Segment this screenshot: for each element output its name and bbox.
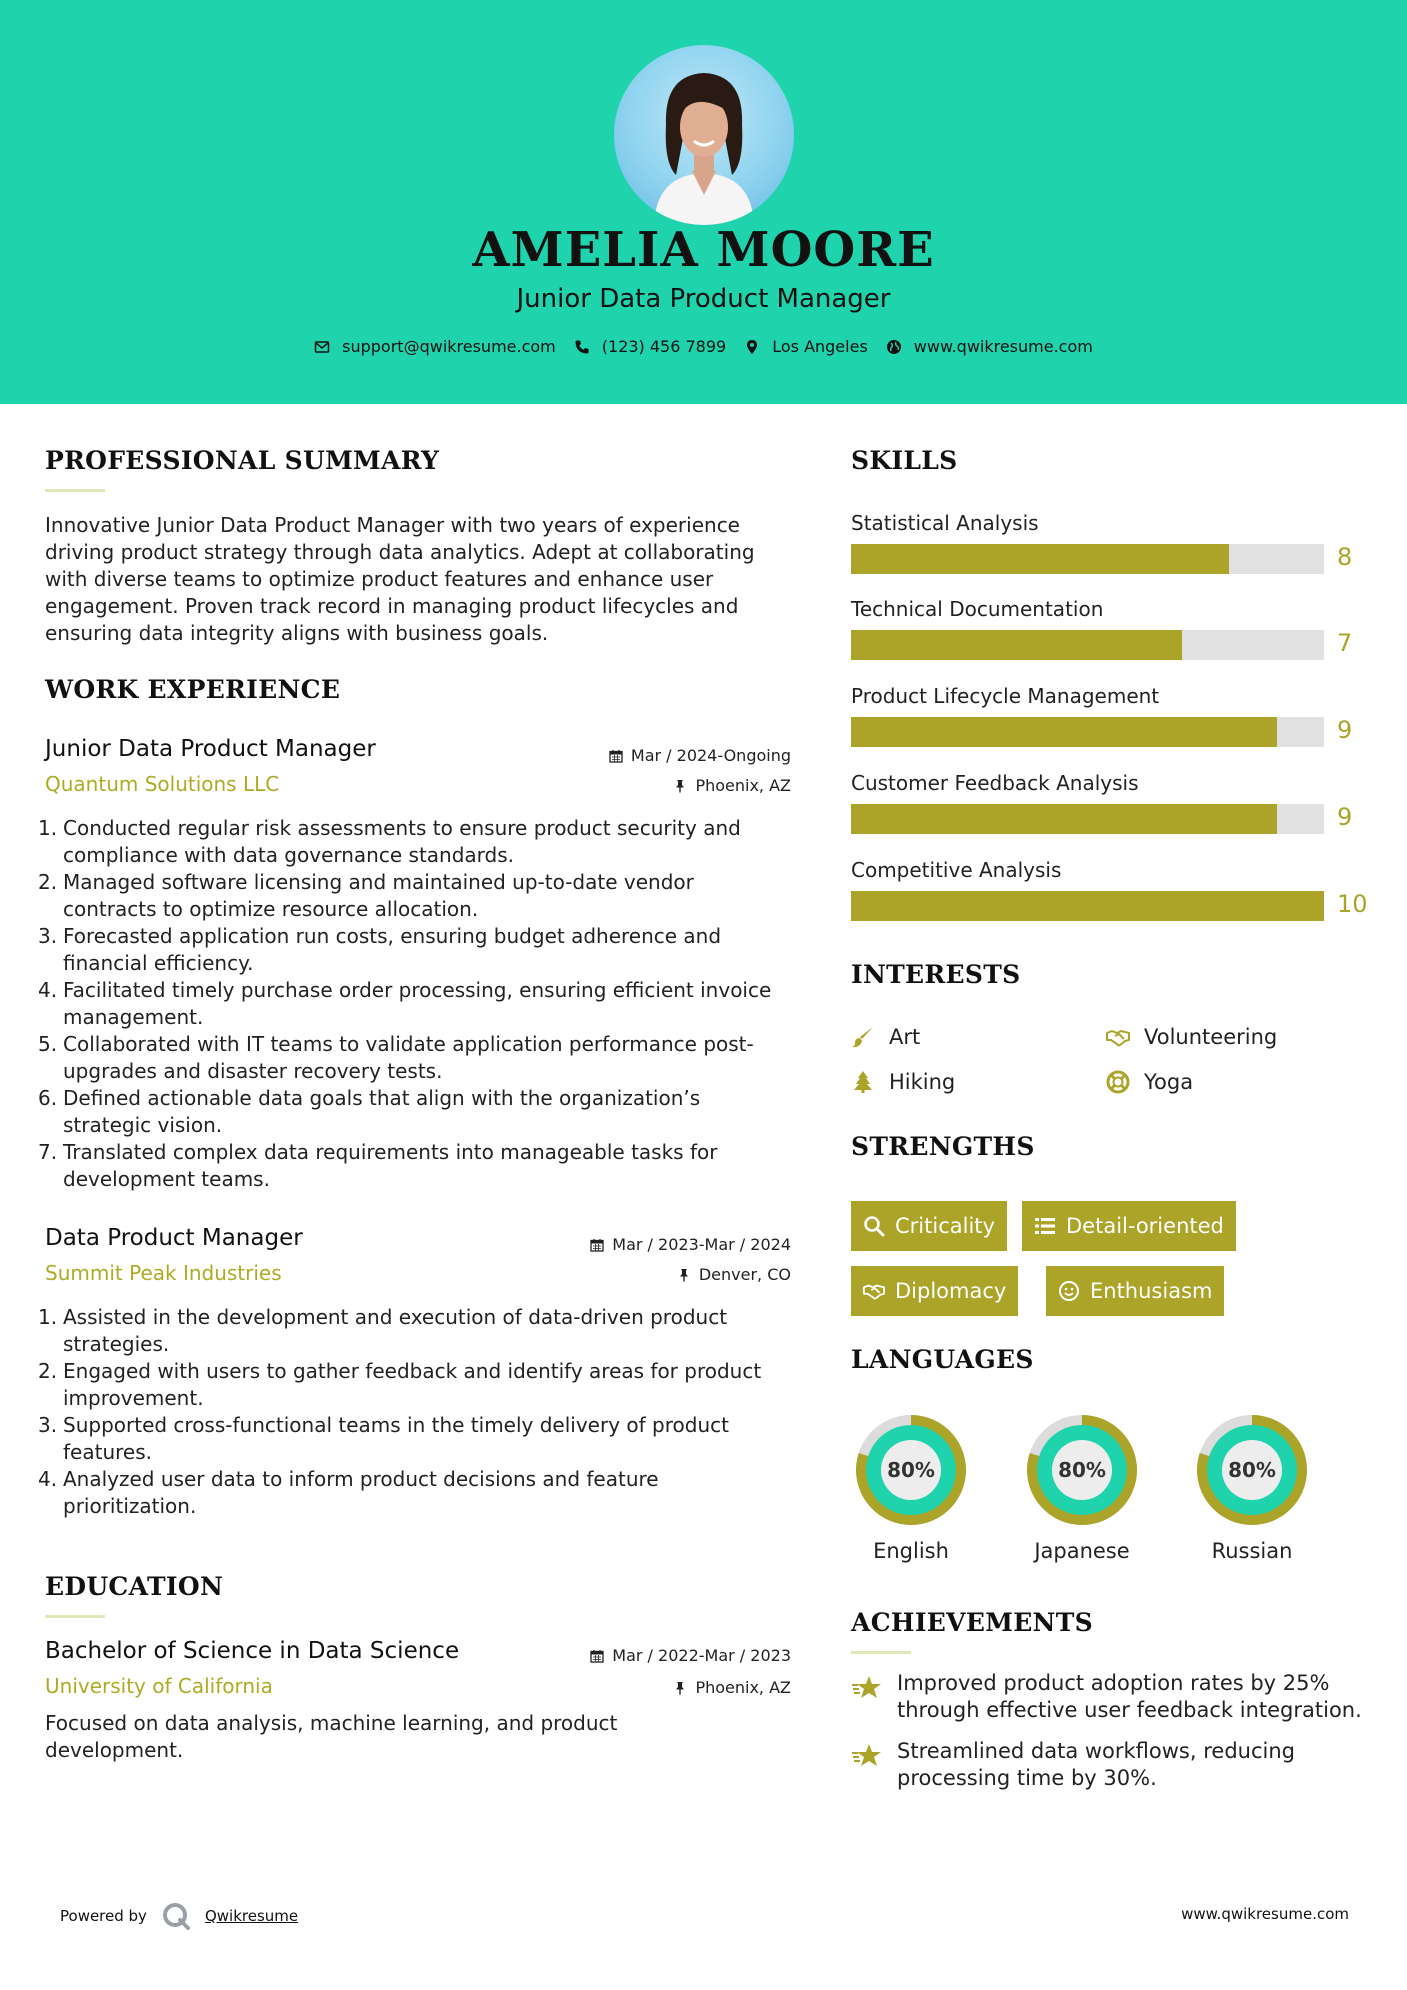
interest-item: Art <box>851 1025 920 1049</box>
skill-bar-fill <box>851 544 1229 574</box>
qwikresume-logo-icon <box>161 1901 191 1931</box>
contact-email[interactable] <box>314 337 556 356</box>
interest-item: Yoga <box>1106 1070 1193 1094</box>
paintbrush-icon <box>851 1025 875 1049</box>
list-item: 4. Analyzed user data to inform product decisions and feature prioritization. <box>38 1467 659 1518</box>
language-name: Japanese <box>1034 1539 1130 1563</box>
calendar-icon <box>590 1649 604 1663</box>
star-trophy-icon <box>851 1742 883 1770</box>
job-title: Data Product Manager <box>45 1225 303 1251</box>
language-item <box>850 1409 972 1563</box>
list-item: 1. Conducted regular risk assessments to ensure product security and compliance with data governance standards. <box>38 816 741 867</box>
strength-badge: Detail-oriented <box>1022 1201 1236 1251</box>
list-item: 4. Facilitated timely purchase order processing, ensuring efficient invoice management. <box>38 978 772 1029</box>
tree-icon <box>851 1070 875 1094</box>
job-location: Phoenix, AZ <box>673 776 791 795</box>
skill-row <box>851 858 1371 921</box>
languages-heading: LANGUAGES <box>851 1345 1034 1374</box>
skill-value: 7 <box>1337 629 1353 657</box>
language-name: Russian <box>1211 1539 1293 1563</box>
skill-bar <box>851 629 1353 660</box>
list-item: 3. Supported cross-functional teams in the timely delivery of product features. <box>38 1413 729 1464</box>
interest-item: Hiking <box>851 1070 955 1094</box>
skill-bar-fill <box>851 717 1277 747</box>
strength-badge: Criticality <box>851 1201 1007 1251</box>
profile-photo <box>614 45 794 225</box>
powered-by-label: Powered by <box>60 1907 147 1925</box>
experience-section <box>45 675 791 704</box>
candidate-title: Junior Data Product Manager <box>516 284 891 314</box>
job-bullets <box>38 1304 791 1520</box>
language-ring <box>1021 1409 1143 1531</box>
job-title: Junior Data Product Manager <box>45 736 376 762</box>
calendar-icon <box>590 1238 604 1252</box>
language-percent: 80% <box>1058 1458 1106 1482</box>
languages-section <box>851 1345 1371 1374</box>
experience-heading: WORK EXPERIENCE <box>45 675 341 704</box>
contact-location <box>744 337 868 356</box>
skill-value: 8 <box>1337 543 1353 571</box>
education-heading: EDUCATION <box>45 1572 224 1601</box>
smile-icon <box>1058 1280 1080 1302</box>
map-pin-icon <box>744 339 760 355</box>
summary-text: Innovative Junior Data Product Manager with two years of experience driving product strategy through data analytics. Adept at collaborating with diverse teams to optimize product features and enhance user engagement. Proven track record in managing product lifecycles and ensuring data integrity aligns with business goals. <box>45 513 755 645</box>
language-ring <box>1191 1409 1313 1531</box>
resume-header <box>0 0 1407 404</box>
phone-icon <box>574 339 590 355</box>
list-item: 2. Engaged with users to gather feedback and identify areas for product improvement. <box>38 1359 762 1410</box>
job-bullets <box>38 815 791 1193</box>
skill-row <box>851 597 1371 660</box>
list-item: 1. Assisted in the development and execution of data-driven product strategies. <box>38 1305 728 1356</box>
contact-email-text: support@qwikresume.com <box>342 337 556 356</box>
skill-bar-fill <box>851 891 1324 921</box>
education-underline <box>45 1615 105 1618</box>
candidate-name: AMELIA MOORE <box>472 222 935 278</box>
interests-section <box>851 960 1371 989</box>
achievement-item: Streamlined data workflows, reducing processing time by 30%. <box>851 1738 1371 1792</box>
handshake-icon <box>1106 1025 1130 1049</box>
list-item: 6. Defined actionable data goals that align with the organization’s strategic vision. <box>38 1086 701 1137</box>
education-dates: Mar / 2022-Mar / 2023 <box>590 1646 791 1665</box>
contact-website-text: www.qwikresume.com <box>913 337 1093 356</box>
skill-value: 10 <box>1337 890 1368 918</box>
strengths-heading: STRENGTHS <box>851 1132 1035 1161</box>
language-name: English <box>873 1539 949 1563</box>
skill-name: Competitive Analysis <box>851 858 1062 882</box>
skill-bar <box>851 543 1353 574</box>
strength-badge: Enthusiasm <box>1046 1266 1224 1316</box>
skill-bar-fill <box>851 804 1277 834</box>
achievements-heading: ACHIEVEMENTS <box>851 1608 1093 1637</box>
skill-row <box>851 684 1371 747</box>
language-ring <box>850 1409 972 1531</box>
envelope-icon <box>314 339 330 355</box>
skill-bar <box>851 716 1353 747</box>
achievements-section <box>851 1608 1371 1654</box>
globe-icon <box>886 339 902 355</box>
life-ring-icon <box>1106 1070 1130 1094</box>
skill-name: Statistical Analysis <box>851 511 1039 535</box>
skill-bar-fill <box>851 630 1182 660</box>
list-item: 5. Collaborated with IT teams to validate application performance post-upgrades and disaster recovery tests. <box>38 1032 754 1083</box>
contact-website[interactable] <box>886 337 1093 356</box>
interest-item: Volunteering <box>1106 1025 1277 1049</box>
skill-value: 9 <box>1337 803 1353 831</box>
brand-link[interactable]: Qwikresume <box>204 1907 299 1925</box>
list-icon <box>1034 1215 1056 1237</box>
pushpin-icon <box>673 779 687 793</box>
job-location: Denver, CO <box>677 1265 791 1284</box>
job-dates: Mar / 2023-Mar / 2024 <box>590 1235 791 1254</box>
pushpin-icon <box>673 1681 687 1695</box>
calendar-icon <box>609 749 623 763</box>
strengths-section <box>851 1132 1371 1161</box>
skills-heading: SKILLS <box>851 446 958 475</box>
interests-heading: INTERESTS <box>851 960 1021 989</box>
education-location: Phoenix, AZ <box>673 1678 791 1697</box>
job-entry <box>38 736 791 1193</box>
contact-phone[interactable] <box>574 337 726 356</box>
skill-bar <box>851 803 1353 834</box>
skill-value: 9 <box>1337 716 1353 744</box>
search-icon <box>863 1215 885 1237</box>
language-percent: 80% <box>1228 1458 1276 1482</box>
skill-name: Product Lifecycle Management <box>851 684 1160 708</box>
contact-phone-text: (123) 456 7899 <box>601 337 727 356</box>
footer-url[interactable]: www.qwikresume.com <box>1181 1905 1349 1923</box>
summary-section <box>45 446 791 647</box>
job-dates: Mar / 2024-Ongoing <box>609 746 791 765</box>
contact-bar <box>0 337 1407 356</box>
skill-row <box>851 511 1371 574</box>
job-company: Summit Peak Industries <box>45 1261 282 1285</box>
language-item <box>1191 1409 1313 1563</box>
school-name: University of California <box>45 1674 273 1698</box>
list-item: 7. Translated complex data requirements into manageable tasks for development teams. <box>38 1140 718 1191</box>
degree-title: Bachelor of Science in Data Science <box>45 1638 460 1664</box>
language-item <box>1021 1409 1143 1563</box>
list-item: 2. Managed software licensing and maintained up-to-date vendor contracts to optimize resource allocation. <box>38 870 694 921</box>
language-percent: 80% <box>887 1458 935 1482</box>
education-description: Focused on data analysis, machine learning, and product development. <box>45 1711 618 1762</box>
pushpin-icon <box>677 1268 691 1282</box>
contact-location-text: Los Angeles <box>772 337 868 356</box>
star-trophy-icon <box>851 1674 883 1702</box>
skills-section <box>851 446 1371 475</box>
list-item: 3. Forecasted application run costs, ensuring budget adherence and financial efficiency. <box>38 924 722 975</box>
education-section <box>45 1572 791 1764</box>
skill-name: Customer Feedback Analysis <box>851 771 1139 795</box>
achievement-item: Improved product adoption rates by 25% through effective user feedback integration. <box>851 1670 1371 1724</box>
achievements-underline <box>851 1651 911 1654</box>
handshake-icon <box>863 1280 885 1302</box>
summary-underline <box>45 489 105 492</box>
strength-badge: Diplomacy <box>851 1266 1018 1316</box>
job-company: Quantum Solutions LLC <box>45 772 280 796</box>
job-entry <box>38 1225 791 1520</box>
skill-name: Technical Documentation <box>851 597 1104 621</box>
summary-heading: PROFESSIONAL SUMMARY <box>45 446 440 475</box>
skill-bar <box>851 890 1368 921</box>
footer-powered-by <box>60 1901 298 1931</box>
skill-row <box>851 771 1371 834</box>
